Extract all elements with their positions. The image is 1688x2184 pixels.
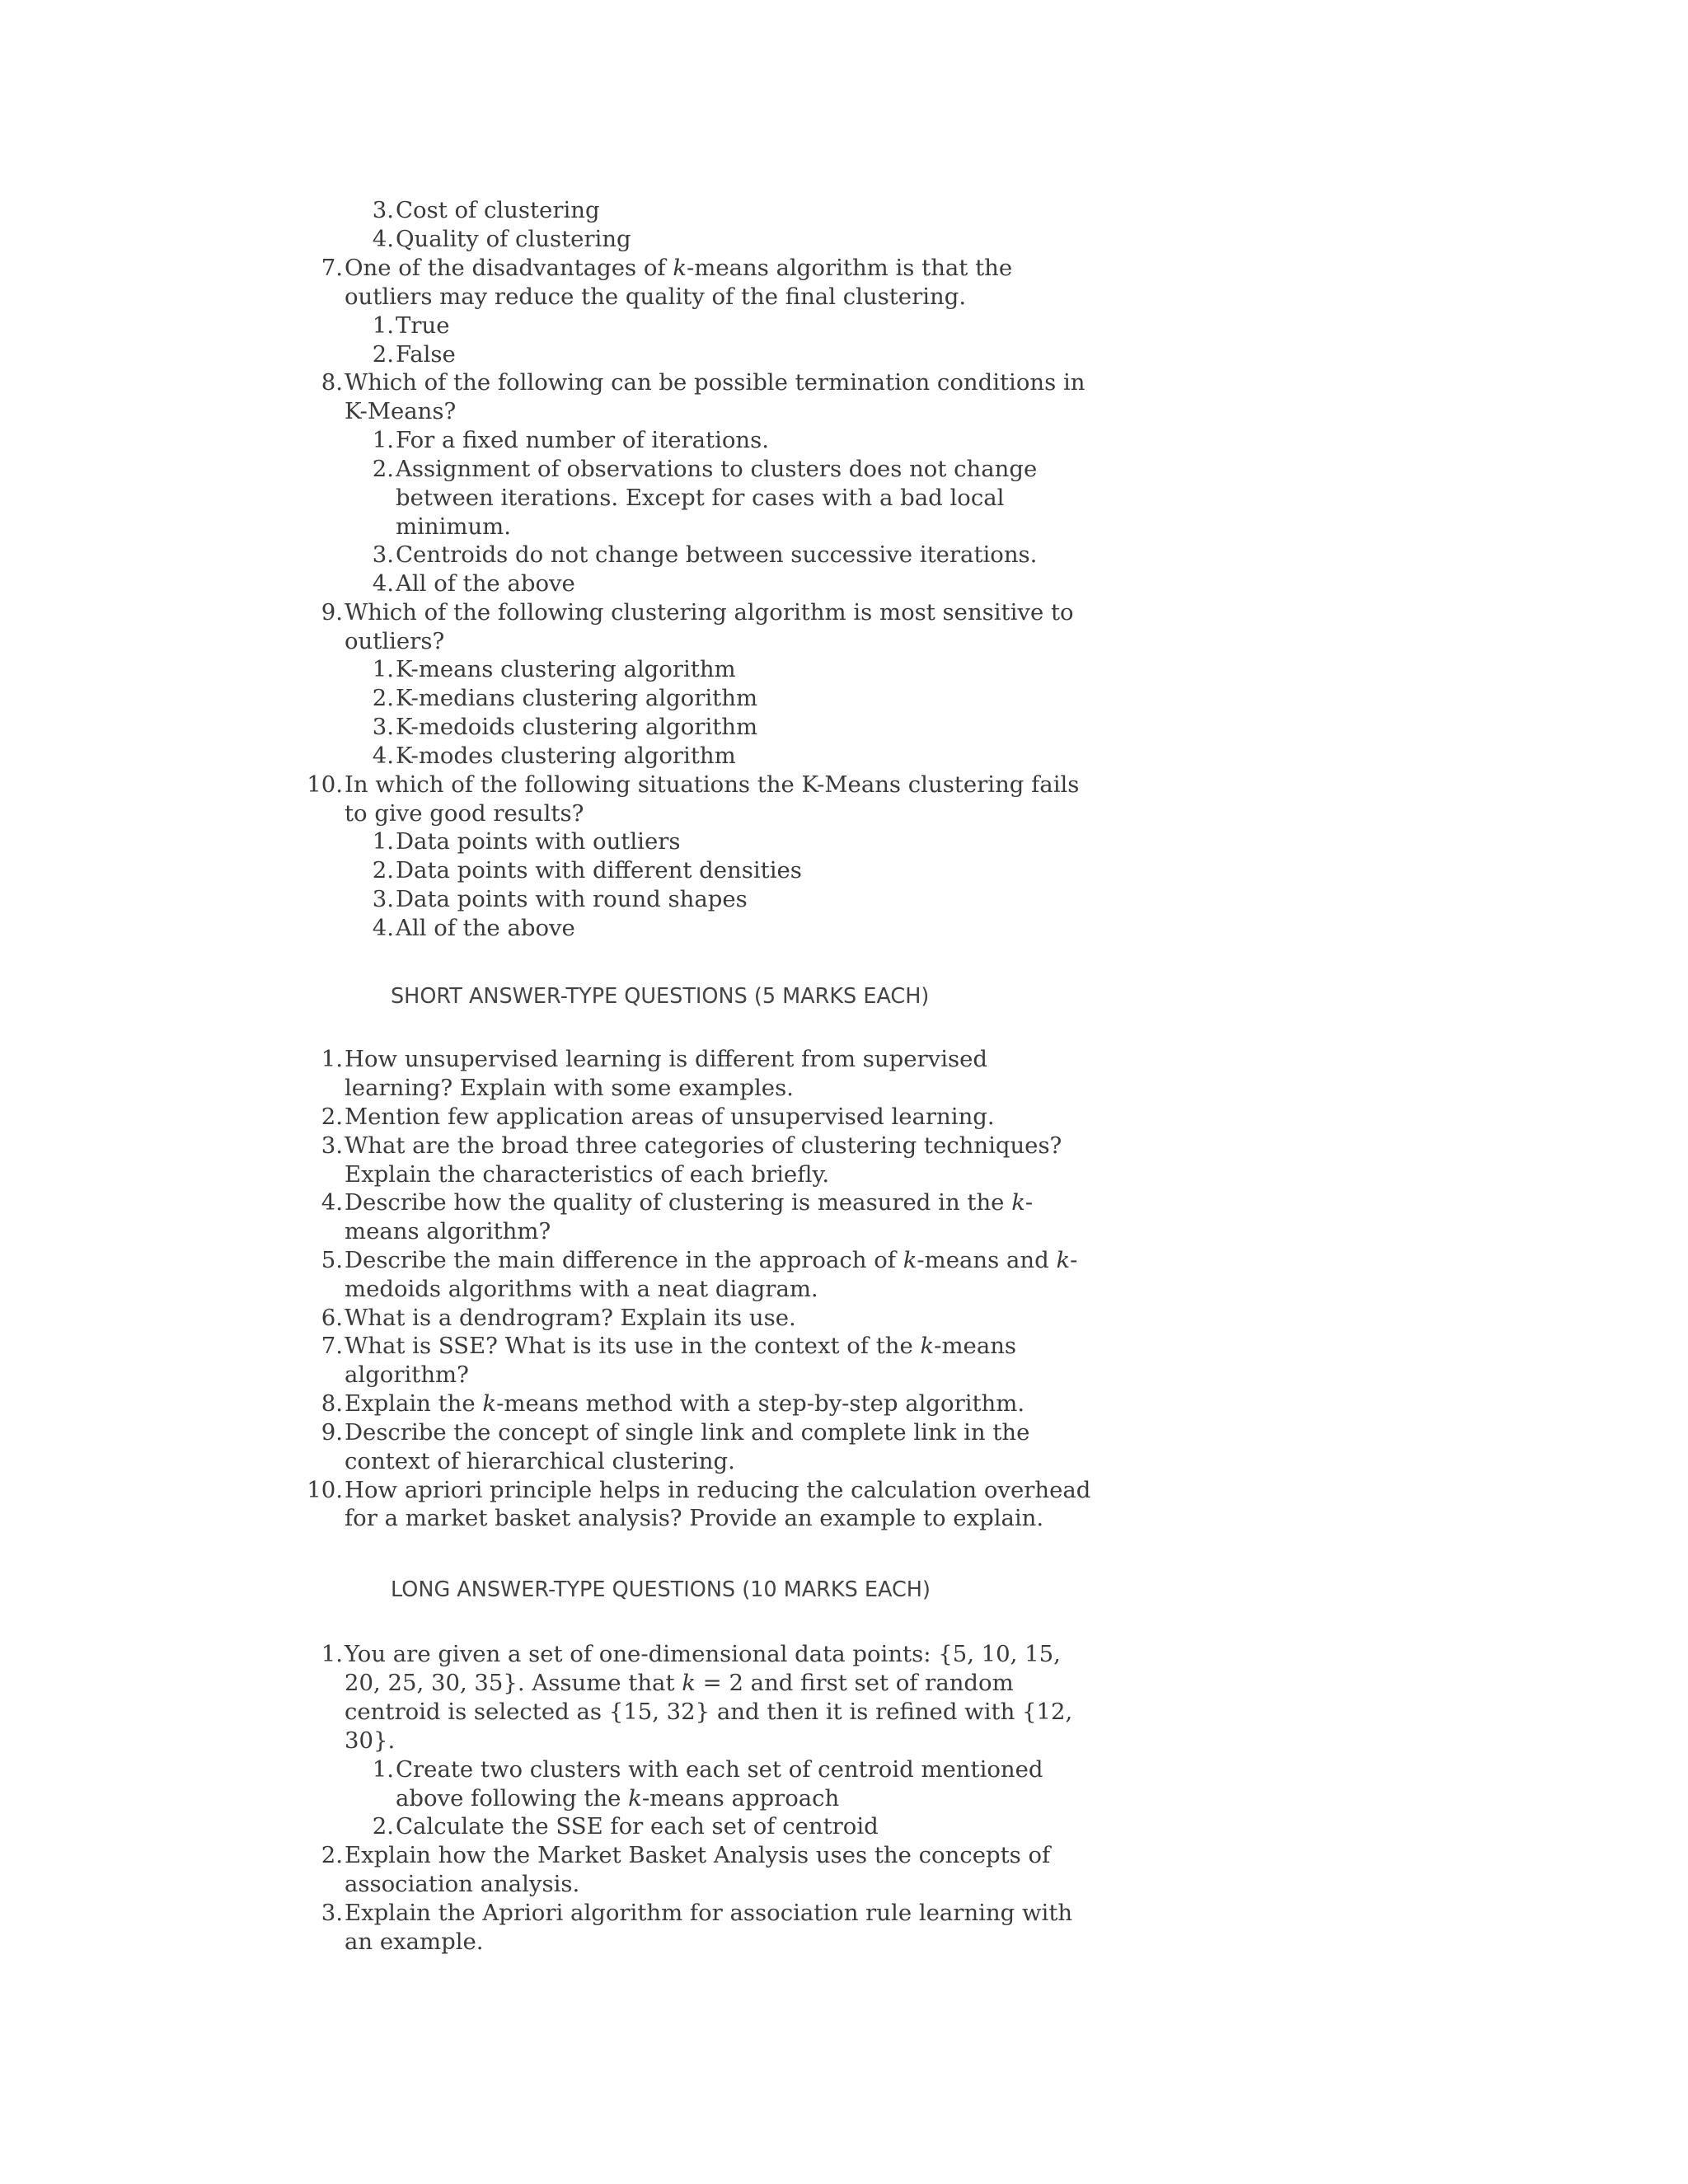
question-text: How apriori principle helps in reducing the calculation overhead: [345, 1477, 1091, 1503]
question-text: In which of the following situations the K-Means clustering fails: [345, 771, 1080, 798]
question-text: How unsupervised learning is different from supervised: [345, 1046, 987, 1072]
question-text: to give good results?: [345, 800, 584, 827]
question-text: K-Means?: [345, 398, 457, 424]
question-text: Which of the following clustering algorithm is most sensitive to: [345, 599, 1074, 626]
option-number: 4.: [372, 570, 394, 597]
question-text: for a market basket analysis? Provide an example to explain.: [345, 1505, 1044, 1531]
question-text: learning? Explain with some examples.: [345, 1075, 794, 1101]
question-text: Describe the main difference in the approach of k-means and k-: [345, 1247, 1078, 1273]
question-text: What is SSE? What is its use in the context of the k-means: [345, 1333, 1017, 1359]
question-text: Explain the characteristics of each briefly.: [345, 1161, 830, 1188]
option-text: Data points with outliers: [396, 828, 681, 855]
question-number: 3.: [321, 1132, 343, 1159]
option-text: Data points with different densities: [396, 857, 802, 883]
question-number: 8.: [321, 1390, 343, 1417]
question-text: context of hierarchical clustering.: [345, 1448, 735, 1474]
question-number: 7.: [321, 1333, 343, 1359]
question-text: association analysis.: [345, 1871, 580, 1897]
question-number: 2.: [321, 1842, 343, 1868]
option-number: 3.: [372, 541, 394, 568]
option-text: Centroids do not change between successive iterations.: [396, 541, 1038, 568]
option-text: False: [396, 341, 456, 368]
question-text: Which of the following can be possible termination conditions in: [345, 369, 1085, 396]
option-text: For a fixed number of iterations.: [396, 427, 769, 453]
question-text: Explain the Apriori algorithm for association rule learning with: [345, 1900, 1073, 1926]
option-text: Assignment of observations to clusters does not change: [396, 456, 1038, 482]
option-text: K-medoids clustering algorithm: [396, 714, 758, 740]
option-text: between iterations. Except for cases with a bad local: [396, 485, 1005, 511]
question-number: 8.: [321, 369, 343, 396]
section-heading-long: LONG ANSWER-TYPE QUESTIONS (10 MARKS EACH): [391, 1577, 931, 1602]
option-number: 3.: [372, 714, 394, 740]
option-number: 2.: [372, 1813, 394, 1840]
question-text: One of the disadvantages of k-means algorithm is that the: [345, 255, 1013, 281]
option-text: K-medians clustering algorithm: [396, 685, 758, 711]
question-text: algorithm?: [345, 1361, 469, 1388]
question-number: 1.: [321, 1046, 343, 1072]
option-number: 2.: [372, 456, 394, 482]
option-text: above following the k-means approach: [396, 1785, 840, 1811]
question-text: an example.: [345, 1929, 484, 1955]
option-text: All of the above: [396, 570, 575, 597]
question-number: 1.: [321, 1641, 343, 1667]
option-number: 2.: [372, 685, 394, 711]
section-heading-short: SHORT ANSWER-TYPE QUESTIONS (5 MARKS EACH): [391, 984, 930, 1009]
question-number: 9.: [321, 599, 343, 626]
question-number: 3.: [321, 1900, 343, 1926]
option-number: 2.: [372, 341, 394, 368]
question-number: 6.: [321, 1305, 343, 1331]
option-text: minimum.: [396, 513, 511, 540]
option-number: 1.: [372, 427, 394, 453]
option-number: 3.: [372, 886, 394, 912]
question-text: Explain the k-means method with a step-by-step algorithm.: [345, 1390, 1025, 1417]
option-text: Data points with round shapes: [396, 886, 748, 912]
question-text: Mention few application areas of unsupervised learning.: [345, 1104, 995, 1130]
question-text: outliers may reduce the quality of the final clustering.: [345, 284, 967, 310]
question-number: 2.: [321, 1104, 343, 1130]
question-text: means algorithm?: [345, 1218, 551, 1244]
question-number: 9.: [321, 1419, 343, 1446]
option-text: Quality of clustering: [396, 226, 631, 252]
option-number: 1.: [372, 656, 394, 682]
question-text: Describe the concept of single link and complete link in the: [345, 1419, 1030, 1446]
option-text: Calculate the SSE for each set of centroid: [396, 1813, 879, 1840]
option-number: 4.: [372, 915, 394, 941]
option-number: 1.: [372, 312, 394, 339]
question-text: Explain how the Market Basket Analysis uses the concepts of: [345, 1842, 1051, 1868]
option-text: Cost of clustering: [396, 197, 600, 223]
option-text: All of the above: [396, 915, 575, 941]
question-number: 10.: [307, 771, 343, 798]
question-text: centroid is selected as {15, 32} and then it is refined with {12,: [345, 1699, 1073, 1725]
question-text: 20, 25, 30, 35}. Assume that k = 2 and first set of random: [345, 1670, 1014, 1696]
option-number: 1.: [372, 1756, 394, 1783]
question-text: What is a dendrogram? Explain its use.: [345, 1305, 796, 1331]
question-text: Describe how the quality of clustering is measured in the k-: [345, 1189, 1034, 1216]
question-number: 4.: [321, 1189, 343, 1216]
option-text: K-modes clustering algorithm: [396, 743, 736, 769]
question-text: outliers?: [345, 628, 445, 654]
option-number: 2.: [372, 857, 394, 883]
question-number: 7.: [321, 255, 343, 281]
question-number: 5.: [321, 1247, 343, 1273]
option-number: 4.: [372, 743, 394, 769]
option-number: 4.: [372, 226, 394, 252]
option-text: True: [396, 312, 450, 339]
option-text: Create two clusters with each set of centroid mentioned: [396, 1756, 1043, 1783]
question-text: medoids algorithms with a neat diagram.: [345, 1276, 818, 1302]
option-text: K-means clustering algorithm: [396, 656, 736, 682]
question-text: 30}.: [345, 1727, 396, 1754]
question-text: What are the broad three categories of clustering techniques?: [345, 1132, 1062, 1159]
question-text: You are given a set of one-dimensional data points: {5, 10, 15,: [345, 1641, 1061, 1667]
option-number: 1.: [372, 828, 394, 855]
question-number: 10.: [307, 1477, 343, 1503]
option-number: 3.: [372, 197, 394, 223]
